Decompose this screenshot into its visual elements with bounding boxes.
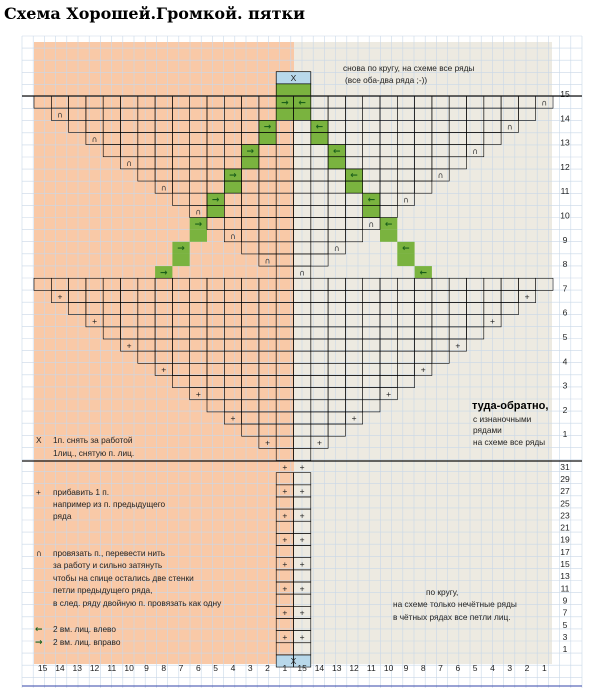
green-cell	[224, 181, 241, 193]
increase-mark: +	[282, 534, 288, 545]
note-mid-line-1: с изнаночными	[473, 414, 532, 424]
legend-wrap-line-3: чтобы на спице остались две стенки	[53, 573, 194, 583]
increase-mark: +	[282, 486, 288, 497]
increase-mark: +	[282, 583, 288, 594]
increase-mark: +	[489, 316, 495, 326]
legend-wrap-line-1: провязать п., перевести нить	[53, 548, 166, 558]
column-label: 10	[383, 663, 394, 673]
row-label: 7	[562, 607, 568, 618]
green-cell	[380, 230, 397, 242]
left-arrow-icon: ←	[384, 219, 393, 230]
right-arrow-icon: →	[159, 268, 168, 279]
legend-dec-left: 2 вм. лиц. влево	[53, 624, 116, 634]
increase-mark: +	[299, 559, 305, 569]
increase-mark: +	[282, 559, 288, 569]
increase-mark: +	[316, 437, 322, 448]
green-cell	[190, 230, 207, 242]
column-label: 14	[55, 663, 65, 673]
row-label: 1	[562, 644, 568, 655]
wrap-mark: ∩	[403, 195, 409, 205]
column-label: 4	[230, 663, 236, 673]
column-label: 7	[178, 663, 184, 673]
row-label: 5	[562, 619, 568, 630]
note-bottom-line-3: в чётных рядах все петли лиц.	[393, 612, 511, 622]
column-label: 9	[144, 663, 149, 673]
row-label: 8	[562, 259, 568, 270]
green-cell	[311, 132, 328, 144]
row-label: 14	[560, 113, 570, 124]
increase-mark: +	[299, 631, 305, 642]
row-label: 13	[560, 137, 570, 148]
wrap-mark: ∩	[126, 159, 133, 169]
row-label: 6	[562, 307, 568, 318]
note-mid-line-3: на схеме все ряды	[473, 437, 546, 447]
legend-wrap-line-5: в след. ряду двойную п. провязать как одну	[53, 598, 222, 608]
wrap-mark: ∩	[506, 122, 513, 132]
increase-mark: +	[299, 486, 305, 497]
wrap-mark: ∩	[195, 207, 202, 217]
increase-mark: +	[126, 340, 132, 351]
increase-mark: +	[265, 437, 271, 448]
increase-mark: +	[92, 316, 98, 326]
wrap-mark: ∩	[472, 146, 479, 156]
row-label: 17	[560, 546, 570, 557]
column-label: 12	[349, 663, 359, 673]
increase-mark: +	[57, 291, 63, 302]
column-label: 9	[403, 663, 409, 673]
right-arrow-icon: →	[263, 122, 272, 133]
increase-mark: +	[351, 413, 357, 424]
left-arrow-icon: ←	[402, 244, 410, 255]
row-label: 9	[562, 595, 568, 606]
increase-mark: +	[282, 461, 288, 472]
legend-wrap-symbol: ∩	[36, 549, 42, 558]
row-label: 12	[560, 161, 570, 172]
row-label: 9	[562, 234, 568, 245]
note-bottom-line-1: по кругу,	[426, 587, 459, 597]
column-label: 6	[195, 663, 201, 673]
row-label: 3	[562, 380, 568, 391]
row-label: 29	[560, 473, 570, 484]
legend-increase-symbol: +	[36, 487, 41, 497]
column-label: 3	[507, 663, 513, 673]
green-cell	[363, 205, 380, 217]
right-arrow-icon: →	[177, 244, 185, 255]
row-label: 23	[560, 510, 570, 521]
increase-mark: +	[299, 583, 305, 594]
green-cell	[345, 181, 362, 193]
slip-mark: X	[290, 656, 297, 667]
left-arrow-icon: ←	[332, 146, 341, 157]
row-label: 7	[562, 283, 568, 294]
legend-left-arrow-icon: ←	[35, 625, 43, 635]
right-arrow-icon: →	[246, 146, 255, 157]
column-label: 13	[332, 663, 342, 673]
note-mid-bold: туда-обратно,	[472, 400, 549, 412]
column-label: 14	[314, 663, 325, 673]
legend-slip-line-2: 1лиц., снятую п. лиц.	[53, 448, 135, 458]
green-cell	[172, 254, 189, 266]
increase-mark: +	[524, 291, 530, 302]
wrap-mark: ∩	[368, 219, 375, 229]
row-label: 15	[560, 559, 570, 569]
green-cell	[259, 132, 276, 144]
wrap-mark: ∩	[160, 183, 167, 193]
green-cell	[397, 254, 414, 266]
row-label: 31	[560, 461, 570, 472]
increase-mark: +	[299, 534, 305, 545]
column-label: 6	[455, 663, 461, 673]
green-cell	[328, 157, 345, 169]
column-label: 15	[297, 663, 307, 673]
right-arrow-icon: →	[229, 171, 237, 182]
green-cell	[294, 108, 311, 120]
legend-right-arrow-icon: →	[35, 638, 43, 648]
column-label: 15	[37, 663, 48, 673]
left-half-background	[34, 42, 294, 664]
slip-mark: X	[290, 73, 297, 83]
increase-mark: +	[299, 607, 305, 618]
column-label: 5	[472, 663, 478, 673]
wrap-mark: ∩	[541, 98, 548, 108]
row-label: 25	[560, 498, 570, 509]
note-bottom-line-2: на схеме только нечётные ряды	[393, 599, 517, 609]
increase-mark: +	[161, 364, 167, 375]
row-label: 15	[560, 89, 570, 99]
wrap-mark: ∩	[299, 268, 306, 278]
column-label: 2	[265, 663, 270, 673]
right-arrow-icon: →	[281, 98, 289, 109]
column-label: 8	[161, 663, 167, 673]
increase-mark: +	[282, 510, 288, 521]
increase-mark: +	[230, 413, 236, 424]
column-label: 11	[366, 663, 376, 673]
column-label: 1	[541, 663, 547, 673]
left-arrow-icon: ←	[315, 122, 324, 133]
green-cell	[242, 157, 259, 169]
right-arrow-icon: →	[194, 219, 203, 230]
left-arrow-icon: ←	[298, 98, 306, 109]
row-label: 21	[560, 522, 570, 533]
row-label: 19	[560, 534, 570, 545]
page-title: Схема Хорошей.Громкой. пятки	[4, 4, 305, 23]
green-cell	[207, 205, 224, 217]
increase-mark: +	[299, 510, 305, 521]
left-arrow-icon: ←	[419, 268, 428, 279]
column-label: 12	[89, 663, 100, 673]
top-green-cell	[276, 84, 311, 96]
increase-mark: +	[282, 607, 288, 618]
column-label: 8	[420, 663, 426, 673]
column-label: 1	[282, 663, 288, 673]
wrap-mark: ∩	[91, 134, 98, 144]
legend-slip-symbol: X	[36, 435, 42, 445]
increase-mark: +	[282, 631, 288, 642]
row-label: 11	[560, 583, 570, 594]
legend-slip-line-1: 1п. снять за работой	[53, 435, 133, 445]
increase-mark: +	[420, 364, 426, 375]
increase-mark: +	[195, 388, 201, 399]
legend-wrap-line-4: петли предыдущего ряда,	[53, 585, 153, 595]
right-arrow-icon: →	[211, 195, 220, 206]
legend-dec-right: 2 вм. лиц. вправо	[53, 637, 121, 647]
column-label: 11	[107, 663, 117, 673]
row-label: 5	[562, 332, 568, 342]
wrap-mark: ∩	[57, 110, 63, 120]
column-label: 7	[438, 663, 443, 673]
column-label: 3	[247, 663, 253, 673]
row-label: 13	[560, 571, 570, 582]
wrap-mark: ∩	[437, 171, 444, 181]
row-label: 3	[562, 631, 568, 642]
note-mid-line-2: рядами	[473, 425, 502, 435]
row-label: 2	[562, 404, 568, 415]
wrap-mark: ∩	[230, 231, 236, 241]
legend-increase-line-3: ряда	[53, 511, 72, 521]
right-half-background	[294, 42, 552, 664]
left-arrow-icon: ←	[350, 171, 358, 182]
increase-mark: +	[455, 340, 461, 351]
wrap-mark: ∩	[264, 256, 271, 266]
increase-mark: +	[386, 388, 392, 399]
legend-wrap-line-2: за работу и сильно затянуть	[53, 560, 163, 570]
column-label: 2	[524, 663, 530, 673]
column-label: 10	[124, 663, 134, 673]
row-label: 1	[562, 429, 568, 440]
green-cell	[276, 108, 293, 120]
note-top-line-1: снова по кругу, на схеме все ряды	[343, 63, 475, 73]
column-label: 13	[72, 663, 82, 673]
note-top-line-2: (все оба-два ряда ;-))	[345, 75, 428, 85]
increase-mark: +	[299, 461, 305, 472]
row-label: 10	[560, 210, 570, 221]
row-label: 11	[560, 186, 570, 197]
column-label: 4	[490, 663, 495, 673]
legend-increase-line-2: например из п. предыдущего	[53, 499, 166, 509]
wrap-mark: ∩	[333, 244, 340, 254]
column-label: 5	[213, 663, 219, 673]
legend-increase-line-1: прибавить 1 п.	[53, 487, 110, 497]
row-label: 4	[562, 356, 568, 367]
left-arrow-icon: ←	[367, 195, 376, 206]
row-label: 27	[560, 486, 570, 497]
